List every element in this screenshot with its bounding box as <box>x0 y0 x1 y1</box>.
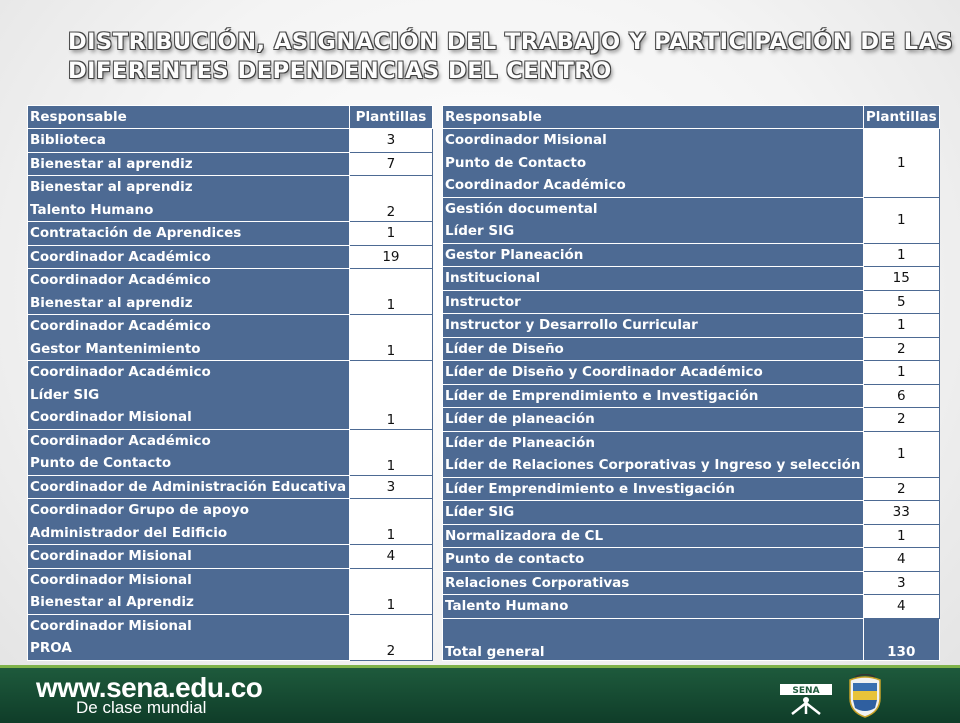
right-responsable-cell <box>443 524 864 548</box>
responsable-talento-humano: Talento Humano <box>30 201 154 218</box>
left-responsable-cell <box>28 152 350 176</box>
responsable-gestion-documental: Gestión documental <box>445 200 598 217</box>
left-responsable-cell <box>28 315 350 361</box>
responsable-institucional: Institucional <box>445 270 541 286</box>
responsable-coordinador-misional: Coordinador Misional <box>445 132 607 148</box>
right-row <box>443 431 940 477</box>
right-responsable-cell <box>443 337 864 361</box>
right-row <box>443 243 940 267</box>
left-row <box>28 429 433 475</box>
left-row <box>28 315 433 361</box>
right-plantillas-cell: 4 <box>863 595 939 619</box>
left-responsable-cell <box>28 361 350 430</box>
slide-title-line-2: DIFERENTES DEPENDENCIAS DEL CENTRO <box>68 58 612 84</box>
left-responsable-cell <box>28 269 350 315</box>
left-plantillas-cell: 19 <box>349 245 432 269</box>
responsable-coordinador-misional: Coordinador Misional <box>30 571 192 588</box>
left-plantillas-cell: 2 <box>349 614 432 660</box>
right-plantillas-cell: 1 <box>863 129 939 198</box>
left-plantillas-cell: 1 <box>349 269 432 315</box>
right-responsable-cell <box>443 267 864 291</box>
right-row <box>443 524 940 548</box>
responsable-punto-de-contacto: Punto de contacto <box>445 551 585 567</box>
right-plantillas-cell: 15 <box>863 267 939 291</box>
right-row <box>443 267 940 291</box>
right-row <box>443 408 940 432</box>
responsable-lider-de-relaciones-corporativas-y-ingreso-y-seleccion: Líder de Relaciones Corporativas y Ingreso y selección <box>445 457 861 473</box>
right-row <box>443 477 940 501</box>
responsable-contratacion-de-aprendices: Contratación de Aprendices <box>30 225 242 241</box>
responsable-bienestar-al-aprendiz: Bienestar al aprendiz <box>30 294 193 311</box>
left-plantillas-cell: 1 <box>349 315 432 361</box>
right-row <box>443 571 940 595</box>
left-plantillas-cell: 1 <box>349 568 432 614</box>
responsable-coordinador-academico: Coordinador Académico <box>30 364 211 380</box>
responsable-lider-de-planeacion: Líder de Planeación <box>445 434 595 451</box>
responsable-lider-sig: Líder SIG <box>445 504 515 520</box>
left-plantillas-cell: 1 <box>349 499 432 545</box>
left-row <box>28 152 433 176</box>
right-header-plantillas: Plantillas <box>863 106 939 129</box>
responsable-lider-de-diseno: Líder de Diseño <box>445 340 564 357</box>
responsable-lider-sig: Líder SIG <box>445 223 515 239</box>
responsable-coordinador-academico: Coordinador Académico <box>30 272 211 288</box>
right-plantillas-cell: 1 <box>863 314 939 338</box>
right-responsable-cell <box>443 243 864 267</box>
right-responsable-cell <box>443 571 864 595</box>
total-general-label: Total general <box>443 618 864 660</box>
right-plantillas-cell: 1 <box>863 524 939 548</box>
responsable-coordinador-academico: Coordinador Académico <box>30 248 211 265</box>
left-table-header-row <box>28 106 433 129</box>
left-responsable-cell <box>28 614 350 660</box>
right-responsable-cell <box>443 408 864 432</box>
responsable-coordinador-academico: Coordinador Académico <box>445 177 626 193</box>
responsable-coordinador-academico: Coordinador Académico <box>30 318 211 334</box>
right-plantillas-cell: 2 <box>863 408 939 432</box>
left-table <box>27 105 433 661</box>
left-row <box>28 614 433 660</box>
slide-title <box>68 28 954 86</box>
responsable-talento-humano: Talento Humano <box>445 598 569 614</box>
right-row <box>443 595 940 619</box>
right-plantillas-cell: 5 <box>863 290 939 314</box>
responsable-coordinador-de-administracion-educativa: Coordinador de Administración Educativa <box>30 478 347 495</box>
responsable-lider-emprendimiento-e-investigacion: Líder Emprendimiento e Investigación <box>445 480 735 497</box>
left-row <box>28 568 433 614</box>
left-row <box>28 545 433 569</box>
left-plantillas-cell: 2 <box>349 176 432 222</box>
right-responsable-cell <box>443 431 864 477</box>
right-plantillas-cell: 2 <box>863 477 939 501</box>
left-row <box>28 269 433 315</box>
left-header-plantillas: Plantillas <box>349 106 432 129</box>
total-general-value: 130 <box>863 618 939 660</box>
right-row <box>443 314 940 338</box>
right-plantillas-cell: 1 <box>863 243 939 267</box>
responsable-coordinador-misional: Coordinador Misional <box>30 548 192 564</box>
right-responsable-cell <box>443 384 864 408</box>
left-responsable-cell <box>28 429 350 475</box>
left-responsable-cell <box>28 545 350 569</box>
footer-url[interactable]: www.sena.edu.co <box>36 672 263 703</box>
left-plantillas-cell: 4 <box>349 545 432 569</box>
left-row <box>28 129 433 153</box>
left-responsable-cell <box>28 245 350 269</box>
responsable-coordinador-grupo-de-apoyo: Coordinador Grupo de apoyo <box>30 502 250 518</box>
right-responsable-cell <box>443 129 864 198</box>
right-row <box>443 501 940 525</box>
responsable-normalizadora-de-cl: Normalizadora de CL <box>445 527 604 544</box>
left-plantillas-cell: 3 <box>349 129 432 153</box>
right-table <box>442 105 940 661</box>
left-row <box>28 475 433 499</box>
right-row <box>443 129 940 198</box>
left-row <box>28 222 433 246</box>
responsable-coordinador-misional: Coordinador Misional <box>30 617 192 634</box>
responsable-lider-de-planeacion: Líder de planeación <box>445 411 595 427</box>
left-row <box>28 245 433 269</box>
right-row <box>443 337 940 361</box>
right-row <box>443 548 940 572</box>
left-plantillas-cell: 1 <box>349 222 432 246</box>
responsable-administrador-del-edificio: Administrador del Edificio <box>30 524 228 541</box>
responsable-punto-de-contacto: Punto de Contacto <box>30 455 172 471</box>
right-plantillas-cell: 33 <box>863 501 939 525</box>
right-row <box>443 384 940 408</box>
left-responsable-cell <box>28 499 350 545</box>
left-responsable-cell <box>28 129 350 153</box>
responsable-gestor-mantenimiento: Gestor Mantenimiento <box>30 340 201 357</box>
right-row <box>443 361 940 385</box>
right-plantillas-cell: 6 <box>863 384 939 408</box>
responsable-lider-de-emprendimiento-e-investigacion: Líder de Emprendimiento e Investigación <box>445 387 759 404</box>
right-plantillas-cell: 2 <box>863 337 939 361</box>
responsable-bienestar-al-aprendiz: Bienestar al aprendiz <box>30 155 193 172</box>
right-plantillas-cell: 1 <box>863 197 939 243</box>
responsable-lider-de-diseno-y-coordinador-academico: Líder de Diseño y Coordinador Académico <box>445 364 763 380</box>
right-plantillas-cell: 3 <box>863 571 939 595</box>
right-header-responsable: Responsable <box>443 106 864 129</box>
right-responsable-cell <box>443 314 864 338</box>
colombia-coat-of-arms-icon <box>846 674 884 718</box>
right-responsable-cell <box>443 548 864 572</box>
responsable-instructor-y-desarrollo-curricular: Instructor y Desarrollo Curricular <box>445 317 698 333</box>
right-responsable-cell <box>443 595 864 619</box>
right-responsable-cell <box>443 290 864 314</box>
left-header-responsable: Responsable <box>28 106 350 129</box>
right-plantillas-cell: 4 <box>863 548 939 572</box>
left-responsable-cell <box>28 222 350 246</box>
slide-title-line-1: DISTRIBUCIÓN, ASIGNACIÓN DEL TRABAJO Y PARTICIPACIÓN DE LAS <box>68 29 954 55</box>
right-plantillas-cell: 1 <box>863 431 939 477</box>
left-plantillas-cell: 1 <box>349 429 432 475</box>
right-responsable-cell <box>443 197 864 243</box>
left-responsable-cell <box>28 475 350 499</box>
right-responsable-cell <box>443 501 864 525</box>
left-row <box>28 361 433 430</box>
right-responsable-cell <box>443 361 864 385</box>
responsable-coordinador-academico: Coordinador Académico <box>30 432 211 449</box>
left-row <box>28 499 433 545</box>
responsable-relaciones-corporativas: Relaciones Corporativas <box>445 574 630 591</box>
left-responsable-cell <box>28 568 350 614</box>
responsable-punto-de-contacto: Punto de Contacto <box>445 154 587 171</box>
right-table-header-row <box>443 106 940 129</box>
left-plantillas-cell: 1 <box>349 361 432 430</box>
sena-logo-text: SENA <box>792 686 820 696</box>
responsable-instructor: Instructor <box>445 293 521 310</box>
right-total-row <box>443 618 940 660</box>
responsable-coordinador-misional: Coordinador Misional <box>30 409 192 425</box>
left-plantillas-cell: 7 <box>349 152 432 176</box>
responsable-lider-sig: Líder SIG <box>30 386 100 403</box>
left-responsable-cell <box>28 176 350 222</box>
responsable-biblioteca: Biblioteca <box>30 132 106 148</box>
responsable-gestor-planeacion: Gestor Planeación <box>445 246 584 263</box>
right-plantillas-cell: 1 <box>863 361 939 385</box>
left-row <box>28 176 433 222</box>
right-responsable-cell <box>443 477 864 501</box>
right-row <box>443 197 940 243</box>
right-row <box>443 290 940 314</box>
sena-logo-icon <box>780 678 832 716</box>
responsable-bienestar-al-aprendiz: Bienestar al Aprendiz <box>30 594 194 610</box>
footer-slogan: De clase mundial <box>76 698 207 717</box>
responsable-proa: PROA <box>30 640 72 656</box>
responsable-bienestar-al-aprendiz: Bienestar al aprendiz <box>30 179 193 195</box>
left-plantillas-cell: 3 <box>349 475 432 499</box>
